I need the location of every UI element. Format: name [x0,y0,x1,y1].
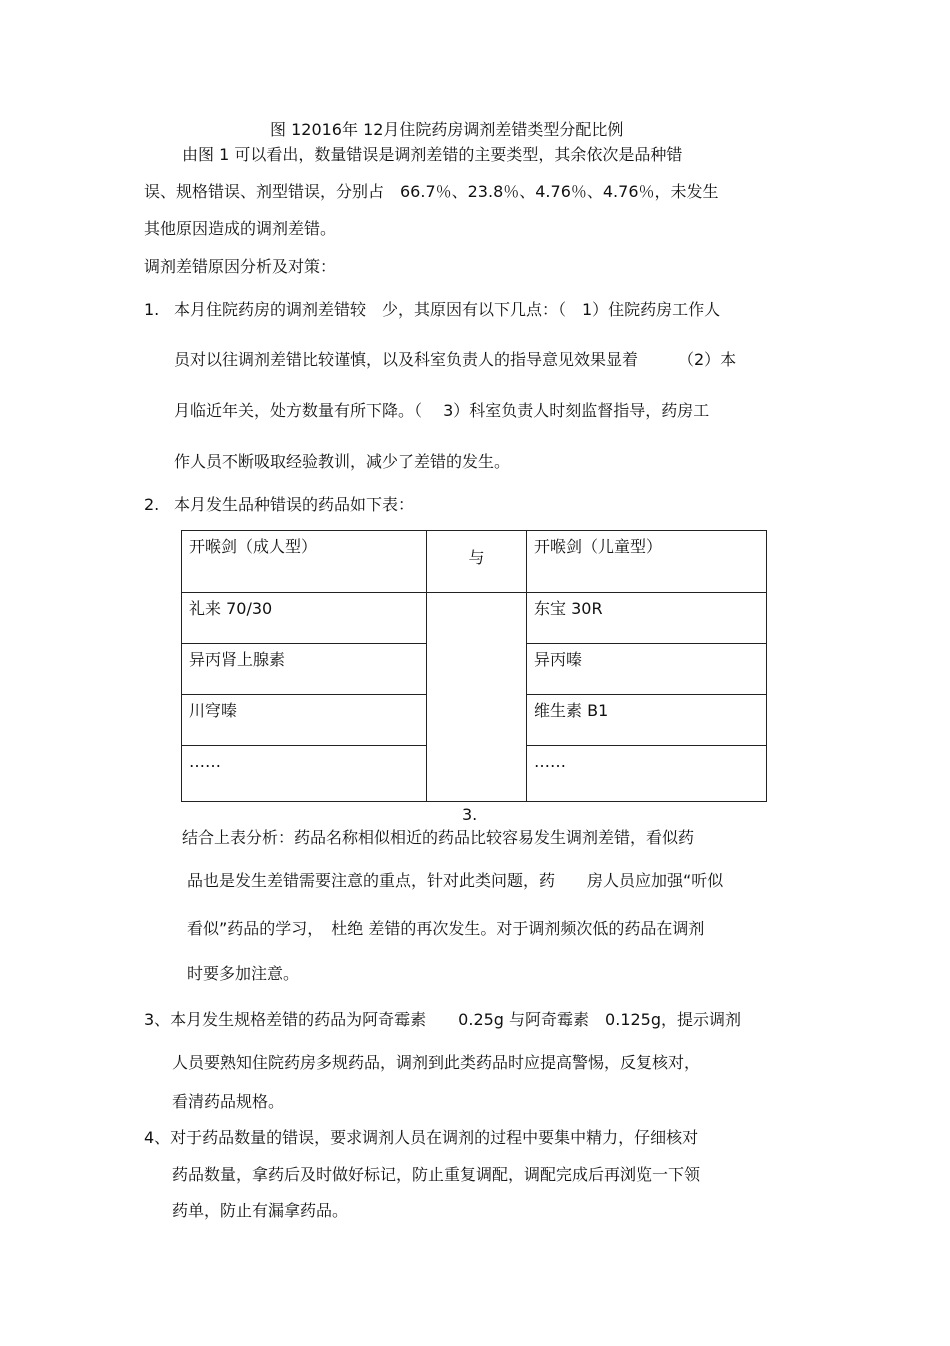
item3a-line-4: 时要多加注意。 [187,964,300,983]
table-cell-right: …… [527,746,767,802]
item1-line-4: 作人员不断吸取经验教训，减少了差错的发生。 [174,452,511,471]
item1-number: 1. [144,300,160,319]
item3a-line-2: 品也是发生差错需要注意的重点，针对此类问题，药 房人员应加强“听似 [187,871,724,890]
table-cell-left: …… [182,746,427,802]
table-header-row [182,531,767,593]
table-cell-left: 礼来 70/30 [182,593,427,644]
item4-line-1: 4、对于药品数量的错误，要求调剂人员在调剂的过程中要集中精力，仔细核对 [144,1128,699,1147]
drug-confusion-table [181,530,767,802]
item3a-number: 3. [462,805,478,824]
figure-caption: 图 12016年 12月住院药房调剂差错类型分配比例 [270,120,624,139]
item3b-line-1: 3、本月发生规格差错的药品为阿奇霉素 0.25g 与阿奇霉素 0.125g，提示调剂 [144,1010,742,1029]
item1-line-1: 本月住院药房的调剂差错较 少，其原因有以下几点：（ 1）住院药房工作人 [174,300,721,319]
table-header-right: 开喉剑（儿童型） [527,531,767,593]
table-cell-left: 异丙肾上腺素 [182,644,427,695]
item2-text: 本月发生品种错误的药品如下表： [174,495,415,514]
section-title: 调剂差错原因分析及对策： [144,257,337,276]
connector-text: 与 [468,547,485,567]
table-row [182,593,767,644]
item1-line-2: 员对以往调剂差错比较谨慎，以及科室负责人的指导意见效果显着 （2）本 [174,350,737,369]
table-header-middle [427,531,527,593]
item4-line-3: 药单，防止有漏拿药品。 [172,1201,349,1220]
item4-line-2: 药品数量，拿药后及时做好标记，防止重复调配，调配完成后再浏览一下领 [172,1165,701,1184]
item1-line-3: 月临近年关，处方数量有所下降。（ 3）科室负责人时刻监督指导，药房工 [174,401,710,420]
intro-line-2: 误、规格错误、剂型错误，分别占 66.7％、23.8％、4.76％、4.76％，未发生 [144,182,719,201]
intro-line-3: 其他原因造成的调剂差错。 [144,219,337,238]
intro-line-1: 由图 1 可以看出，数量错误是调剂差错的主要类型，其余依次是品种错 [182,145,683,164]
item2-number: 2. [144,495,160,514]
item3b-line-2: 人员要熟知住院药房多规药品，调剂到此类药品时应提高警惕，反复核对， [172,1053,701,1072]
table-cell-right: 东宝 30R [527,593,767,644]
table-middle-spacer [427,593,527,802]
table-cell-right: 维生素 B1 [527,695,767,746]
item3a-line-3: 看似”药品的学习， 杜绝 差错的再次发生。对于调剂频次低的药品在调剂 [187,919,705,938]
item3a-line-1: 结合上表分析：药品名称相似相近的药品比较容易发生调剂差错，看似药 [182,828,695,847]
table-header-left: 开喉剑（成人型） [182,531,427,593]
table-cell-left: 川穹嗪 [182,695,427,746]
table-cell-right: 异丙嗪 [527,644,767,695]
item3b-line-3: 看清药品规格。 [172,1092,285,1111]
